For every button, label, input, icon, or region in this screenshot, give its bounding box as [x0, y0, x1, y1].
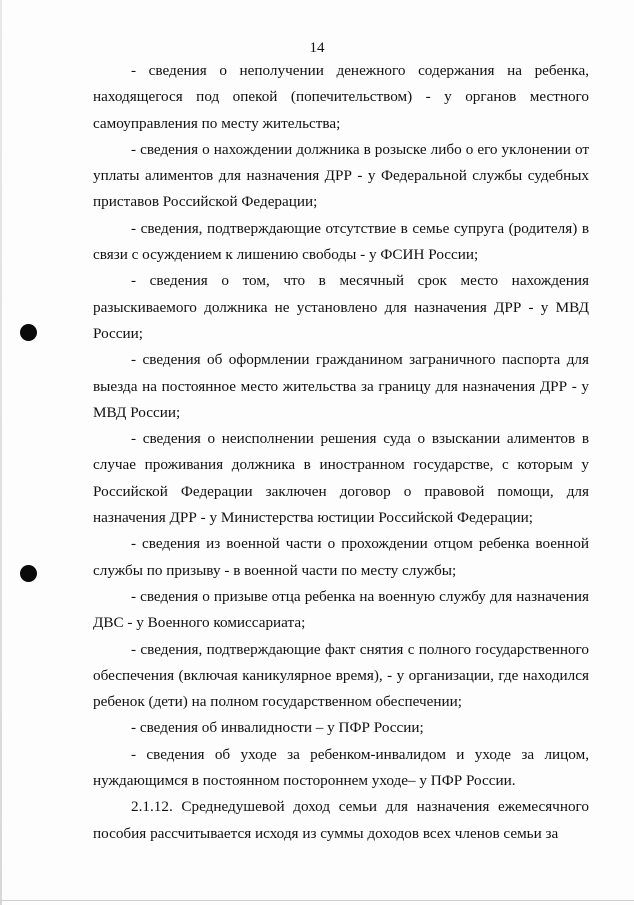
- paragraph-12: 2.1.12. Среднедушевой доход семьи для назначения ежемесячного пособия рассчитывается исходя из суммы доходов всех членов семьи за: [93, 798, 589, 842]
- paragraph-3: - сведения, подтверждающие отсутствие в семье супруга (родителя) в связи с осуждением к лишению свободы - у ФСИН России;: [93, 219, 589, 264]
- paragraph-10: - сведения об инвалидности – у ПФР России;: [131, 719, 424, 737]
- page-number: 14: [309, 40, 325, 56]
- paragraph-9: - сведения, подтверждающие факт снятия с полного государственного обеспечения (включая каникулярное время), - у организации, где находился ребенок (дети) на полном государственном обеспечении;: [93, 640, 589, 711]
- paragraph-2: - сведения о нахождении должника в розыске либо о его уклонении от уплаты алиментов для назначения ДРР - у Федеральной службы судебных приставов Российской Федерации;: [93, 140, 589, 211]
- paragraph-5: - сведения об оформлении гражданином заграничного паспорта для выезда на постоянное место жительства за границу для назначения ДРР - у МВД России;: [93, 351, 589, 421]
- paragraph-11: - сведения об уходе за ребенком-инвалидом и уходе за лицом, нуждающимся в постоянном постороннем уходе– у ПФР России.: [93, 745, 589, 790]
- paragraph-8: - сведения о призыве отца ребенка на военную службу для назначения ДВС - у Военного комиссариата;: [93, 587, 589, 632]
- binder-hole-top: [20, 324, 37, 341]
- page-left-edge: [0, 0, 2, 905]
- document-body: [93, 58, 589, 847]
- page-bottom-edge: [0, 900, 634, 901]
- paragraph-4: - сведения о том, что в месячный срок место нахождения разыскиваемого должника не установлено для назначения ДРР - у МВД России;: [93, 272, 589, 342]
- paragraph-1: - сведения о неполучении денежного содержания на ребенка, находящегося под опекой (попечительством) - у органов местного самоуправления по месту жительства;: [93, 62, 589, 132]
- paragraph-6: - сведения о неисполнении решения суда о взыскании алиментов в случае проживания должника в иностранном государстве, с которым у Российской Федерации заключен договор о правовой помощи, для назначения ДРР - у Министерства юстиции Российской Федерации;: [93, 430, 589, 527]
- paragraph-7: - сведения из военной части о прохождении отцом ребенка военной службы по призыву - в военной части по месту службы;: [93, 535, 589, 579]
- binder-hole-bottom: [20, 565, 37, 582]
